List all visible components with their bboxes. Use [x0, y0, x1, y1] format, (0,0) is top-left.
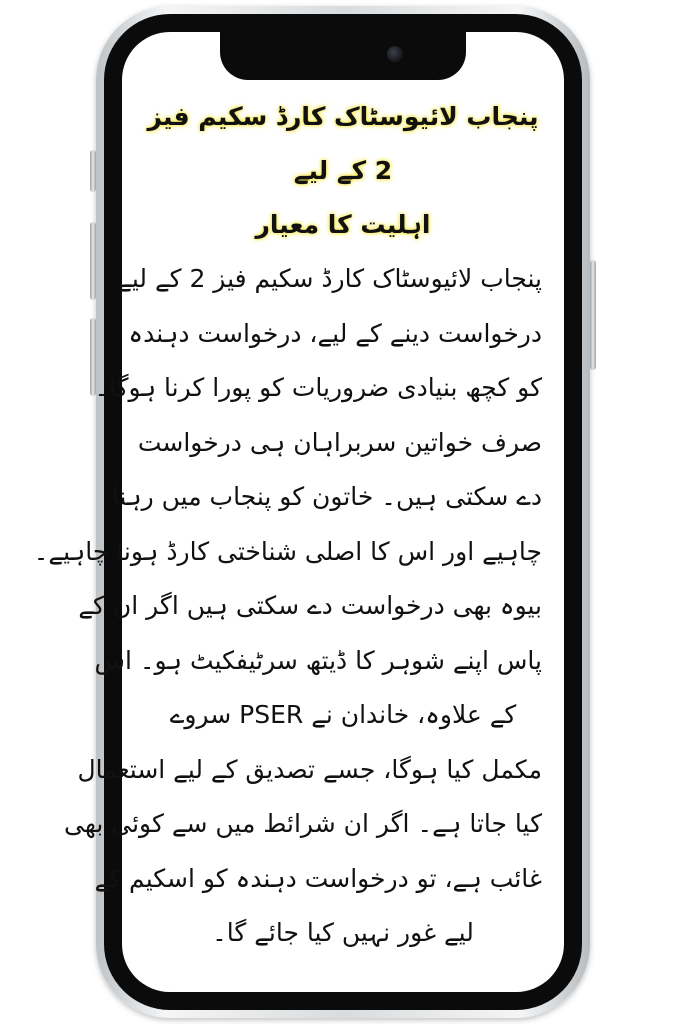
notch	[220, 30, 466, 80]
body-line: کیا جاتا ہے۔ اگر ان شرائط میں سے کوئی بھی	[64, 809, 542, 838]
body-line: لیے غور نہیں کیا جائے گا۔	[212, 918, 474, 947]
silent-switch	[90, 150, 96, 192]
article-body	[33, 252, 556, 961]
power-button	[590, 260, 596, 370]
body-line: درخواست دینے کے لیے، درخواست دہندہ	[128, 318, 542, 348]
body-line: پاس اپنے شوہر کا ڈیتھ سرٹیفکیٹ ہو۔ اس	[94, 645, 542, 675]
body-line: کو کچھ بنیادی ضروریات کو پورا کرنا ہوگا۔	[94, 373, 542, 402]
body-line: صرف خواتین سربراہان ہی درخواست	[137, 427, 542, 457]
volume-up-button	[90, 222, 96, 300]
heading-line-1: پنجاب لائیوسٹاک کارڈ سکیم فیز 2 کے لیے	[147, 102, 539, 185]
body-line: پنجاب لائیوسٹاک کارڈ سکیم فیز 2 کے لیے	[117, 264, 542, 293]
heading-line-2: اہلیت کا معیار	[255, 210, 431, 239]
body-line: غائب ہے، تو درخواست دہندہ کو اسکیم کے	[94, 863, 542, 893]
body-line: مکمل کیا ہوگا، جسے تصدیق کے لیے استعمال	[77, 754, 542, 784]
body-line: چاہیے اور اس کا اصلی شناختی کارڈ ہونا چاہیے۔	[33, 536, 542, 566]
body-line: دے سکتی ہیں۔ خاتون کو پنجاب میں رہنا	[111, 482, 542, 511]
body-line: کے علاوہ، خاندان نے PSER سروے	[169, 700, 517, 729]
camera-icon	[387, 46, 403, 62]
article-heading	[130, 90, 556, 252]
body-line: بیوہ بھی درخواست دے سکتی ہیں اگر ان کے	[78, 591, 542, 620]
article-content	[33, 90, 556, 961]
